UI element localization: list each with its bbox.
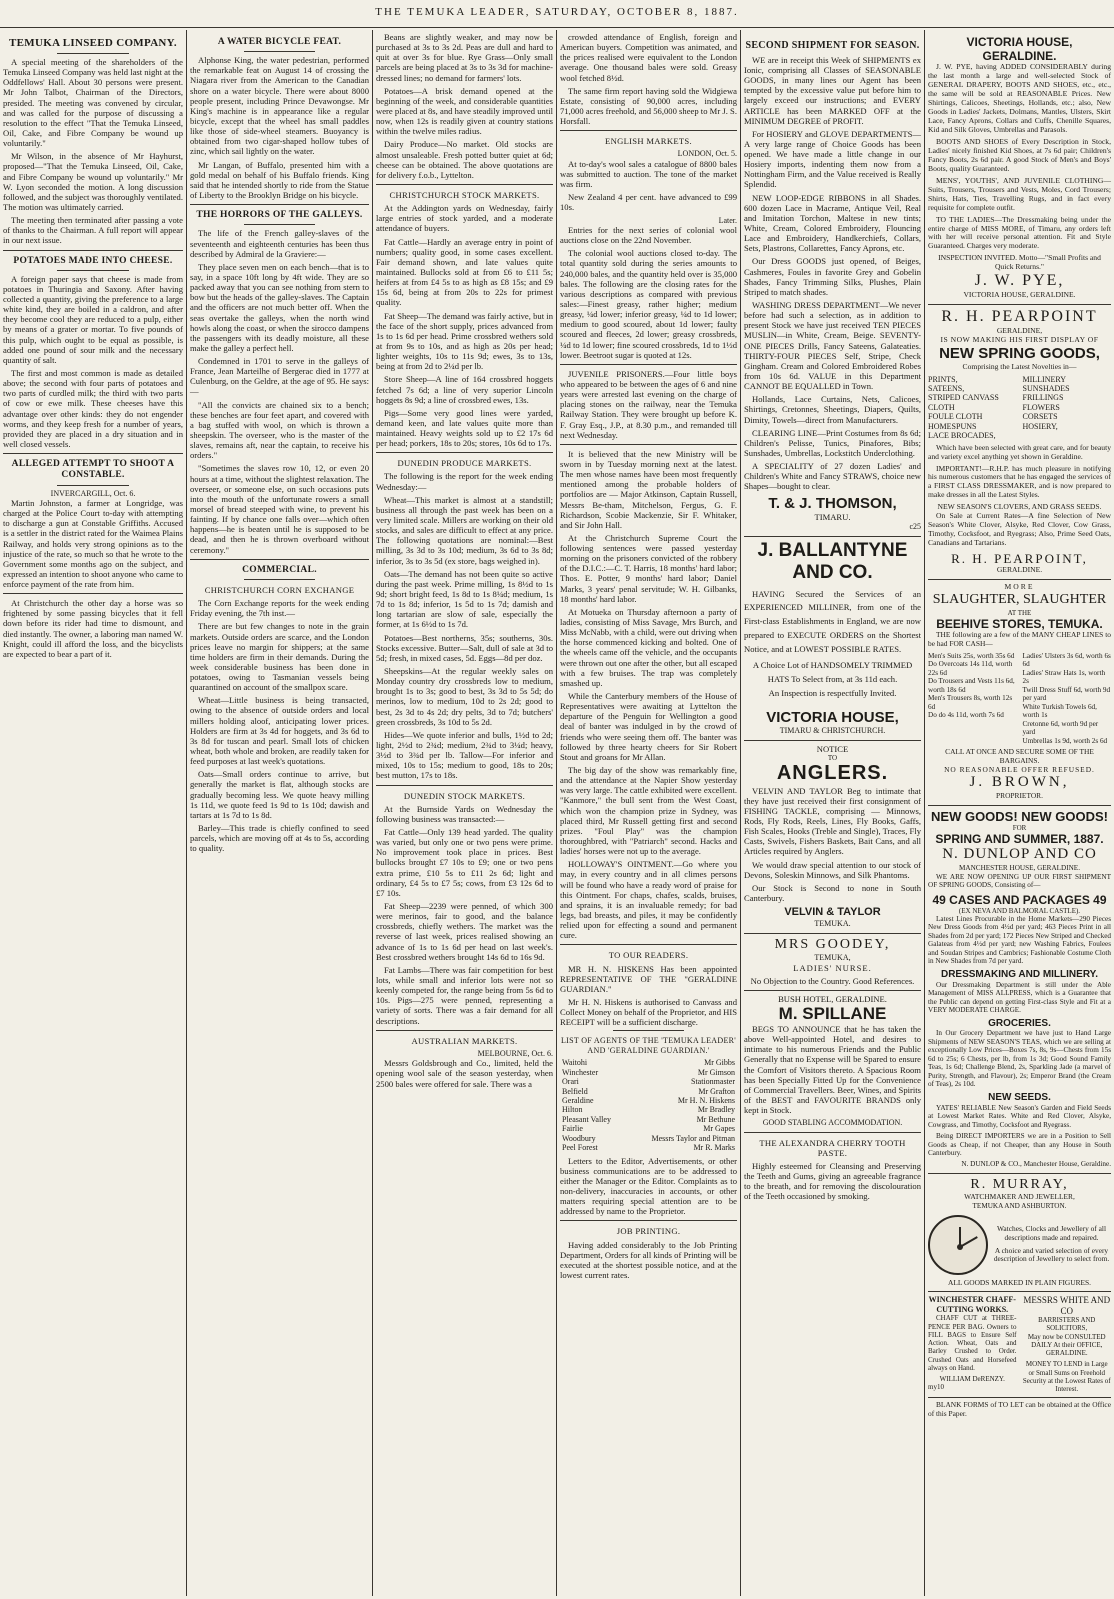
article-text: MR H. N. HISKENS Has been appointed REPRESENTATIVE OF THE "GERALDINE GUARDIAN." [560,963,737,994]
ad-text: VELVIN AND TAYLOR Beg to intimate that they have just received their first consignment of FISHING TACKLE, comprising — Minnows, Rods, Fly Rods, Reels, Lines, Fly Books, Gaffs, Fish Scales, Hooks (Treble and Single), Traces, Fly Casts, Swivels, Fishers Baskets, Bait Cans, and all Articles required by Anglers. [744,785,921,857]
ad-title: GROCERIES. [988,1017,1051,1029]
ad-text: HAVING Secured the Services of an EXPERIENCED MILLINER, from one of the First-class Establishments in England, we are now prepared to EXECUTE ORDERS on the Shortest Notice, and at LOWEST POSSIBLE RATES. [744,588,921,654]
ad-text: Hollands, Lace Curtains, Nets, Calicoes, Shirtings, Cretonnes, Sheetings, Diapers, Quilts, Dimity, Towels—direct from Manufacturers. [744,394,921,425]
agent-row [560,1058,737,1067]
price-item: Umbrellas 1s 9d, worth 2s 6d [1022,736,1108,745]
dateline: INVERCARGILL, Oct. 6. [50,488,136,498]
ad-text: CLEARING LINE—Print Costumes from 8s 6d; Children's Pelisse, Tunics, Pinafores, Bibs; Sunshades, Umbrellas, Lockstitch Underclothing. [744,427,921,458]
ad-town: GERALDINE, [996,325,1043,335]
price-item: Do Overcoats 14s 11d, worth 22s 6d [928,660,1013,677]
article-text: The colonial wool auctions closed to-day. The total quantity sold during the series amounts to 240,000 bales, and the quantity held over is 35,000 bales. The following are the closing rates for the various descriptions as compared with previous sales:—Finest greasy, rather higher; medium greasy, ¼d lower; inferior greasy, ¼d to 1d lower; medium to good scoured, about 1d lower; faulty scoured and fleeces, 2d lower; greasy crossbreds, ¼d to 1d lower; fine scoured crossbreds, 1d to 1½d lower. Beetroot sugar is quoted at 12s. [560,248,737,360]
ad-text: J. W. PYE, having ADDED CONSIDERABLY during the last month a large and well-selected Stock of GENERAL DRAPERY, BOOTS AND SHOES, etc., etc., the same will be sold at REASONABLE Prices. New Shirtings, Calicoes, Sheetings, Hollands, etc.; also, New Goods in Ladies' Jackets, Dolmans, Mantles, Ulsters, Skirt Lace, Fancy Aprons, Collars and Cuffs, Chenille Squares, Kid and Silk Gloves, Umbrellas and Parasols. [928,62,1111,134]
article-text: It is believed that the new Ministry will be sworn in by Tuesday morning next at the latest. The men whose names have been most frequently mentioned among the probable holders of portfolios are — Major Atkinson, Captain Russell, Messrs Be-tham, Mitchelson, Fergus, G. F. Richardson, Scobie Mackenzie, Sir F. Whitaker, and Sir John Hall. [560,448,737,530]
ad-title: THE ALEXANDRA CHERRY TOOTH PASTE. [759,1137,906,1158]
article-text: Condemned in 1701 to serve in the galleys of France, Jean Marteilhe of Bergerac died in 1777 at Culenburg, on the Geldre, at the age of 95. He says:— [190,356,369,397]
agent-row [560,1096,737,1105]
ad-text: Latest Lines Procurable in the Home Markets—290 Pieces New Dress Goods from 4½d per yard; 463 Pieces Print in all Shades from 2d per yard; 172 Pieces New Striped and Checked Galateas from 4½d per yard; new Washing Fabrics, Foulees and Soudan Stripes and Cambrics; Fashionable Costume Cloth in New Shades from 7d per yard. [928,914,1111,966]
ad-code: my10 [928,1383,944,1392]
agent-place: Pleasant Valley [562,1114,611,1124]
dateline: Later. [718,215,737,225]
ad-title: WINCHESTER CHAFF-CUTTING WORKS. [928,1295,1016,1314]
article-text: Store Sheep—A line of 164 crossbred hoggets fetched 7s 6d; a line of very superior Lincoln hoggets 8s 9d; a line of crossbred ewes, 13s. [376,374,553,405]
ad-text: BOOTS AND SHOES of Every Description in Stock, Ladies' nicely finished Kid Shoes, at 7s 6d pair; Children's Fancy Boots, 2s 6d pair. A good Stock of Men's and Boys' Boots, quality Guaranteed. [928,136,1111,173]
agent-place: Woodbury [562,1133,596,1143]
article-text: New Zealand 4 per cent. have advanced to £99 10s. [560,192,737,213]
ad-text: IMPORTANT!—R.H.P. has much pleasure in notifying his numerous customers that he has engaged the services of a FIRST CLASS DRESSMAKER, and is now prepared to make dresses in all the Latest Styles. [928,463,1111,500]
article-title: DUNEDIN PRODUCE MARKETS. [397,458,532,469]
article-text: The same firm report having sold the Widgiewa Estate, consisting of 90,000 acres, including 71,000 acres freehold, and 56,000 sheep to Mr J. S. Horsfall. [560,85,737,127]
price-item: Do Trousers and Vests 11s 6d, worth 18s 6d [928,677,1015,694]
ad-title: MRS GOODEY, [774,936,891,952]
goods-list [928,375,1017,441]
article-text: Dairy Produce—No market. Old stocks are almost unsaleable. Fresh potted butter quiet at 6d; cheese can be obtained. The above quotations are for delivery f.o.b., Lyttelton. [376,139,553,180]
article-text: There are but few changes to note in the grain markets. Outside orders are scarce, and the London prices leave no margin for shippers; at the same time holders are firm in their demands. During the week considerable business has been done in potatoes, owing to Tasmanian vessels being quarantined on account of the smallpox scare. [190,621,369,693]
ad-signature: WILLIAM DeRENZY. [939,1375,1005,1384]
article-text: Mr H. N. Hiskens is authorised to Canvass and Collect Money on behalf of the Proprietor, and HIS RECEIPT will be a sufficient discharge. [560,996,737,1028]
list-item: STRIPED CANVASS CLOTH [928,393,999,412]
ad-label: MORE [1004,582,1035,592]
ad-text: ALL GOODS MARKED IN PLAIN FIGURES. [947,1277,1092,1287]
ad-title: VICTORIA HOUSE, GERALDINE. [966,35,1073,64]
agent-place: Winchester [562,1067,599,1077]
article-text: "All the convicts are chained six to a bench; these benches are four feet apart, and covered with a bag stuffed with wool, on which is thrown a sheepskin. The overseer, who is the master of the slaves, remains aft, near the captain, to receive his orders." [190,399,369,461]
list-item: HOMESPUNS [928,421,977,431]
article-text: Oats—Small orders continue to arrive, but generally the market is flat, although stocks are gradually becoming less. We quote heavy milling 1s 11d, we quote feed 1s 9d to 1s 10d; dawish and tartars at 1s 7d to 1s 8d. [190,769,369,820]
ad-text: A SPECIALITY of 27 dozen Ladies' and Children's White and Fancy STRAWS, choice new Shapes—bought to clear. [744,461,921,492]
agent-name: Mr Bradley [697,1105,735,1115]
ad-chaff [928,1295,1017,1393]
agent-place: Waitohi [562,1058,588,1068]
article-title: POTATOES MADE INTO CHEESE. [13,255,173,266]
agent-place: Belfield [562,1086,588,1096]
article-text: "Sometimes the slaves row 10, 12, or even 20 hours at a time, without the slightest relaxation. The overseer, or someone else, on such occasions puts into the mouth of the unfortunate rowers a small morsel of bread steeped with wine, to prevent his fainting. If by chance one falls over—which often happens—he is beaten until he is supposed to be dead, and then he is thrown overboard without ceremony." [190,463,369,555]
agent-row [560,1134,737,1143]
column-6 [925,30,1114,1596]
ad-town: MANCHESTER HOUSE, GERALDINE. [959,864,1080,873]
ad-text: CALL AT ONCE AND SECURE SOME OF THE BARGAINS. [945,747,1094,765]
agent-row [560,1124,737,1133]
ad-text: WE are in receipt this Week of SHIPMENTS ex Ionic, comprising all Classes of SEASONABLE GOODS, in many lines our Agent has been tempted by the excessive value put before him to largely exceed our instructions; and EVERY ARTICLE has been MARKED OFF at the MINIMUM DEGREE of PROFIT. [744,54,921,126]
list-item: LACE BROCADES, [928,431,996,441]
ad-label: FOR [1012,823,1027,832]
ad-town: GERALDINE. [996,565,1043,575]
ad-role: LADIES' NURSE. [793,962,872,973]
ad-label: NOTICE [816,743,849,754]
agent-name: Messrs Taylor and Pitman [651,1133,735,1143]
ad-text: A Choice Lot of HANDSOMELY TRIMMED HATS To Select from, at 3s 11d each. [752,660,913,685]
agent-name: Mr Gapes [703,1124,735,1134]
ad-bush-hotel [744,991,921,1133]
ad-pearpoint [928,305,1111,580]
agent-row [560,1087,737,1096]
article-title: DUNEDIN STOCK MARKETS. [403,790,526,801]
ad-signature: J. W. PYE, [974,272,1065,290]
article-title: TEMUKA LINSEED COMPANY. [9,37,177,49]
list-item: HOSIERY, [1022,421,1058,431]
agents-table [560,1058,737,1152]
article-text: Letters to the Editor, Advertisements, or other business communications are to be addressed to either the Manager or the Editor. Complaints as to non-delivery, inaccuracies in accounts, or other matters requiring special attention are to be addressed by name to the Proprietor. [560,1155,737,1217]
ad-title: DRESSMAKING AND MILLINERY. [940,968,1099,980]
ad-title: SECOND SHIPMENT FOR SEASON. [745,40,920,51]
agent-place: Fairlie [562,1124,583,1134]
ad-text: On Sale at Current Rates—A fine Selection of New Season's White Clover, Alsyke, Red Clover, Cow Grass, Timothy, Cocksfoot, and Ryegrass; Also, Prime Seed Oats, Canadians and Tartarians. [928,511,1111,548]
price-item: Men's Trousers 8s, worth 12s 6d [928,694,1013,711]
column-2 [187,30,372,1596]
article-text: At the Burnside Yards on Wednesday the following business was transacted:— [376,803,553,824]
ad-title: J. BALLANTYNE AND CO. [757,539,908,583]
price-item: Ladies' Ulsters 3s 6d, worth 6s 6d [1022,651,1111,669]
ad-town: TEMUKA, [814,953,851,963]
article-title: AUSTRALIAN MARKETS. [411,1035,518,1046]
article-text: At Christchurch the other day a horse was so frightened by some passing bicycles that it fell down before its rider had time to dismount, and died instantly. The owner, a laboring man named W. Knight, could ill afford the loss, and the bicyclists are expected to bear a part of it. [3,598,183,659]
ad-title: NEW GOODS! NEW GOODS! [931,808,1108,824]
article-text: Hides—We quote inferior and bulls, 1½d to 2d; light, 2½d to 2¾d; medium, 2¾d to 3¼d; heavy, 3½d to 3¾d per lb. Tallow—For inferior and mixed, 10s to 15s; medium to good, 18s to 20s; best mutton, 17s to 18s. [376,729,553,781]
article-text: At Motueka on Thursday afternoon a party of ladies, consisting of Miss Savage, Mrs Burch, and Miss McNabb, with a child, were out driving when the horse commenced kicking and bolted. One of the wheels came off the vehicle, and the occupants were thrown out one after the other, but all escaped with a few bruises. The trap was completely smashed up. [560,606,737,688]
article-text: At the Christchurch Supreme Court the following sentences were passed yesterday morning on the prisoners convicted of the robbery of the D.I.C.:—C. T. Harris, 18 months' hard labor; Thos. E. Potter, 9 months' hard labor; Daniel Marks, 3 years' penal servitude; W. H. Gilbanks, 18 months' hard labor. [560,532,737,604]
article-title: ALLEGED ATTEMPT TO SHOOT A CONSTABLE. [11,459,175,481]
agent-name: Mr Gimson [697,1067,735,1077]
article-text: Entries for the next series of colonial wool auctions close on the 22nd November. [560,224,737,246]
price-item: Cretonne 6d, worth 9d per yard [1022,719,1099,737]
ad-signature: VELVIN & TAYLOR [784,906,881,919]
article-text: Sheepskins—At the regular weekly sales on Monday country dry crossbreds low to medium, brought 1s to 3s; good to best, 3s 3d to 5s 5d; do merinos, low to medium, 10d to 2s 2d; good to best, 2s 3d to 4s 2d; dry pelts, 3d to 7d; butchers' green crossbreds, 3s 10d to 5s 2d. [376,666,553,727]
ad-anglers [744,741,921,934]
ad-text: Our Dressmaking Department is still under the Able Management of MISS ALLPRESS, which is a Guarantee that the Public can depend on getting First-class Style and Fit at a VERY MODERATE CHARGE. [928,980,1111,1015]
article-text: Alphonse King, the water pedestrian, performed the remarkable feat on August 14 of crossing the Niagara river from the American to the Canadian shore on a water bicycle. There were about 8000 people present, including Prince Devawongse. Mr King's machine is in appearance like a regular bicycle, except that the wheel has small paddles like those of side-wheel steamers. Buoyancy is obtained from two cigar-shaped hollow tubes of zinc, which sail lightly on the water. [190,55,369,157]
ad-text: (EX NEVA AND BALMORAL CASTLE). [958,906,1081,915]
ad-town: TIMARU. [814,512,851,523]
article-text: The meeting then terminated after passing a vote of thanks to the Chairman. A full report will appear in our next issue. [3,215,183,246]
ad-label: AT THE [1007,608,1032,617]
ad-label: TO [827,753,838,762]
dateline: MELBOURNE, Oct. 6. [477,1048,553,1058]
article-text: Messrs Goldsbrough and Co., limited, held the opening wool sale of the season yesterday, when 2500 bales were offered for sale. There was a [376,1058,553,1089]
article-text: The Corn Exchange reports for the week ending Friday evening, the 7th inst.— [190,598,369,619]
article-title: LIST OF AGENTS OF THE 'TEMUKA LEADER' AND 'GERALDINE GUARDIAN.' [560,1036,737,1055]
ad-text: GOOD STABLING ACCOMMODATION. [762,1118,903,1128]
agent-name: Mr H. N. Hiskens [677,1096,735,1106]
ad-title: SPRING AND SUMMER, 1887. [935,832,1104,847]
article-text: Martin Johnston, a farmer at Longridge, was charged at the Police Court to-day with attempting to discharge a gun at Constable Griffiths. Accused is a settler in the district rated for the Waimea Plains Railway, and holds very strong opinions as to the injustice of the rate, so much so that he wrote to the Government some months ago on the subject, and expressed an intention to shoot anyone who came to enforce payment of the rate from him. [3,497,183,590]
dateline: LONDON, Oct. 5. [677,149,737,159]
agent-name: Mr Gibbs [704,1058,735,1068]
ad-text: IS NOW MAKING HIS FIRST DISPLAY OF [940,334,1099,344]
ad-code: c25 [909,522,921,532]
ad-town: VICTORIA HOUSE, GERALDINE. [963,290,1076,300]
agent-row [560,1077,737,1086]
ad-ballantyne [744,537,921,741]
article-text: Fat Cattle—Only 139 head yarded. The quality was varied, but only one or two pens were prime. No improvement took place in prices. Best bullocks brought £7 10s to £9; one or two pens extra prime, £10 5s to £11 2s 6d; light and ordinary, £4 5s to £7 5s; cows, from £3 12s 6d to £7 10s. [376,826,553,898]
list-item: SUNSHADES [1022,383,1070,393]
ad-role: BARRISTERS AND SOLICITORS, [1038,1316,1096,1332]
ad-text: We would draw special attention to our stock of Devons, Soleskin Minnows, and Silk Phantoms. [744,859,921,880]
list-item: SATEENS, [928,383,965,393]
article-text: At to-day's wool sales a catalogue of 8800 bales was submitted to auction. The tone of the market was firm. [560,158,737,190]
article-text: Oats—The demand has not been quite so active during the past week. Prime milling, 1s 8½d to 1s 9d; short bright feed, 1s 8d to 1s 8¼d; medium, 1s 7d to 1s 8d; inferior, 1s 5d to 1s 7d; damish and long tartarian are slow of sale, especially the former, at 1s 6½d to 1s 7d. [376,568,553,630]
article-text: The big day of the show was remarkably fine, and the attendance at the Napier Show yesterday was very large. The cattle exhibited were excellent. "Kanmore," the bull sent from the West Coast, which won the champion prize in Sydney, was placed third, Mr Russell getting first and second prizes. "Foul Play" was the champion thoroughbred, with "Patriarch" second. Hacks and ladies' horses were not up to the average. [560,765,737,857]
column-5 [741,30,924,1596]
agent-row [560,1115,737,1124]
ad-town: TIMARU & CHRISTCHURCH. [779,726,886,736]
ad-title: VICTORIA HOUSE, [766,708,899,726]
ad-text: Watches, Clocks and Jewellery of all descriptions made and repaired. [997,1224,1106,1242]
ad-title: NEW SPRING GOODS, [939,344,1100,362]
clock-center [957,1244,963,1250]
article-text: They place seven men on each bench—that is to say, in a space 10ft long by 4ft wide. They are so packed away that you can see nothing from stern to bow but the heads of the galley-slaves. The Captain and the officers are not much better off. When the seas overtake the galleys, when the north wind howls along the coast, or when the sirocco dampens the passengers with its deadly moisture, all these make the galley a perfect hell. [190,261,369,353]
clock-icon [928,1215,988,1275]
list-item: MILLINERY [1022,374,1067,384]
ad-signature: J. BROWN, [969,774,1070,791]
article-text: Mr Langan, of Buffalo, presented him with a gold medal on behalf of his Buffalo friends. King said that he intended shortly to ride from the Statue of Liberty to the Brooklyn Bridge on his bicycle. [190,159,369,201]
ad-text: MENS', YOUTHS', AND JUVENILE CLOTHING—Suits, Trousers, Trousers and Vests, Moles, Cord Trousers; Shirts, Hats, Ties, Travelling Rugs, and in fact every requisite for complete outfit. [928,175,1111,212]
ad-title: T. & J. THOMSON, [768,494,897,512]
article-text: Having added considerably to the Job Printing Department, Orders for all kinds of Printing will be executed at the shortest possible notice, and at the lowest current rates. [560,1239,737,1281]
price-item: Do do 4s 11d, worth 7s 6d [928,711,1004,720]
ad-title: ANGLERS. [776,762,889,785]
article-title: JOB PRINTING. [616,1226,681,1237]
price-item: Men's Suits 25s, worth 35s 6d [928,651,1015,660]
ad-second-shipment [744,32,921,537]
article-text: A special meeting of the shareholders of the Temuka Linseed Company was held last night at the Oddfellows' Hall. About 30 persons were present. Mr John Talbot, Chairman of the Directors, presided. The meeting was convened by circular, and was called for the purpose of discussing a resolution to the effect "That the Temuka Linseed, Oil, Cake, and Fibre Company be wound up voluntarily." [3,56,183,149]
ad-text: NEW LOOP-EDGE RIBBONS in all Shades. 600 dozen Lace in Macrame, Antique Veil, Real and Imitation Torchon, Maltese in new tints; White, Cream, Colored Embroidery, Flouncing Lace and Embroidery, Handkerchiefs, Collars, Sets, Plastrons, Collarettes, Fancy Aprons, etc. [744,192,921,254]
article-text: The life of the French galley-slaves of the seventeenth and eighteenth centuries has been thus described by Admiral de la Graviere:— [190,228,369,259]
column-4 [557,30,740,1596]
ad-title: BEEHIVE STORES, TEMUKA. [936,617,1103,632]
ad-text: CHAFF CUT at THREE-PENCE PER BAG. Owners to FILL BAGS to Ensure Self Action. Wheat, Oats and Barley Crushed to Order. Crushed Oats and Horsefeed always on Hand. [928,1314,1017,1372]
ad-title: NEW SEEDS. [988,1091,1051,1103]
ad-text: For HOSIERY and GLOVE DEPARTMENTS—A very large range of Choice Goods has been opened. We have made a little change in our Hosiery imports, indenting them now from a Nottingham Firm, and the Value received is Really Splendid. [744,128,921,190]
list-item: FOULE CLOTH [928,412,983,422]
ad-text: WASHING DRESS DEPARTMENT—We never before had such a selection, as in addition to present Stock we have just received TEN PIECES MUSLIN—in White, Cream, Beige. SEVENTY-ONE PIECES Drills, Fancy Sateens, Galateaties. THIRTY-FOUR PIECES Self, Stripe, Check Gingham. Cream and Colored Embroidered Robes from 10s 6d. VALUE in this Department CANNOT BE EQUALLED in Town. [744,300,921,392]
ad-text: TO THE LADIES—The Dressmaking being under the entire charge of MISS MORE, of Timaru, any orders left with her will receive personal attention. Fit and Style Guaranteed. Charges very moderate. [928,214,1111,251]
article-text: The following is the report for the week ending Wednesday:— [376,471,553,492]
ad-text: NO REASONABLE OFFER REFUSED. [944,764,1095,774]
ad-text: BEGS TO ANNOUNCE that he has taken the above Well-appointed Hotel, and desires to intimate to his numerous Friends and the Public Generally that no Expense will be Spared to ensure the Comfort of Visitors thereto. A Spacious Room has been Specially Fitted Up for the Convenience of Commercial Travellers. Beer, Wines, and Spirits of the BEST and FAVOURITE BRANDS only kept in Stock. [744,1024,921,1116]
list-item: PRINTS, [928,374,958,384]
price-list [928,652,1017,745]
article-title: CHRISTCHURCH CORN EXCHANGE [204,584,355,595]
ad-text: In Our Grocery Department we have just to Hand Large Shipments of NEW SEASON'S TEAS, which we are selling at exceptionally Low Prices—Boxes 7s, 8s, 9s—Chests from 15s 6d to 25s; 6 Chests, per lb, from 1s 3d; Good Sound Family Teas, 1s 6d; Challenge Blend, 2s, Sparkling Jade (a marvel of Purity, Strength, and Flavour), 2s; Emperor Brand (the Cream of Teas), 2s 10d. [928,1029,1111,1089]
ad-title: SLAUGHTER, SLAUGHTER [932,592,1107,608]
goods-list [1023,375,1112,441]
ad-goodey [744,934,921,991]
article-text: JUVENILE PRISONERS.—Four little boys who appeared to be between the ages of 6 and nine years were arrested last evening on the charge of placing stones on the railway, near the Temuka Railway Station. They were brought up before K. F. Gray Esq., J.P., at 8.30 p.m., and remanded till next Wednesday. [560,368,737,440]
ad-text: WE ARE NOW OPENING UP OUR FIRST SHIPMENT OF SPRING GOODS, Consisting of— [928,872,1111,890]
ad-text: THE following are a few of the MANY CHEAP LINES to be had FOR CASH— [928,630,1111,648]
agent-row [560,1105,737,1114]
ad-title: R. MURRAY, [970,1176,1069,1192]
article-text: crowded attendance of English, foreign and American buyers. Competition was animated, and the prices realised were equivalent to the London average. One thousand bales were sold. Greasy wool fetched 8½d. [560,32,737,83]
article-title: ENGLISH MARKETS. [605,136,692,147]
article-text: A foreign paper says that cheese is made from potatoes in Thuringia and Saxony. After having collected a quantity, giving the preference to a large white kind, they are boiled in a caldron, and after they become cool they are reduced to a pulp, either by means of a grater or mortar. To five pounds of this pulp, which ought to be equal as possible, is added one pound of sour milk and the necessary quantity of salt. [3,273,183,365]
ad-title: M. SPILLANE [778,1003,887,1023]
article-text: Pigs—Some very good lines were yarded, demand keen, and late values quite more than maintained. Heavy weights sold up to £2 17s 6d per head; porkers, 18s to 20s; stores, 10s 6d to 17s. [376,407,553,449]
ad-text: No Objection to the Country. Good References. [750,975,915,986]
price-list [1023,652,1112,745]
article-text: Potatoes—Best northerns, 35s; southerns, 30s. Stocks excessive. Butter—Salt, dull of sale at 3d to 5d; fresh, in mixed cases, 5d. Eggs—8d per doz. [376,632,553,663]
article-title: CHRISTCHURCH STOCK MARKETS. [389,189,540,200]
list-item: CORSETS [1022,412,1058,422]
article-text: Fat Cattle—Hardly an average entry in point of numbers; quality good, in some cases excellent. Fair demand shown, and late values quite maintained. Bullocks sold at from £6 to £11 5s; heifers at from £4 5s to as high as £8 15s; and £9 15s 6d, being at from 20s to 22s for primest quality. [376,236,553,308]
agent-name: Stationmaster [691,1077,735,1087]
ad-text: Being DIRECT IMPORTERS we are in a Position to Sell Goods as Cheap, if not Cheaper, than any House in South Canterbury. [928,1132,1111,1157]
article-text: While the Canterbury members of the House of Representatives were awaiting at Lyttelton the departure of the Penguin for Wellington a good deal of banter was indulged in by the crowd of friends who were seeing them off. The banter was followed by three hearty cheers for Sir Robert Stout and groans for Mr Allan. [560,691,737,762]
ad-title: N. DUNLOP AND CO [942,846,1097,863]
article-title: A WATER BICYCLE FEAT. [217,37,342,47]
agent-place: Orari [562,1077,579,1087]
column-3 [373,30,556,1596]
article-text: Fat Lambs—There was fair competition for best lots, while small and inferior lots were not so keenly competed for, the range being from 5s 6d to 10s. Pigs—275 were penned, representing a variety of sorts. There was a fair demand for all descriptions. [376,964,553,1026]
ad-title: R. H. PEARPOINT [941,308,1098,326]
agent-row [560,1143,737,1152]
ad-signature: N. DUNLOP & CO., Manchester House, Geraldine. [961,1160,1111,1169]
article-text: Wheat—This market is almost at a standstill; business all through the past week has been on a very limited scale. Millers are working on their old stocks, and sales are difficult to effect at any price. The following quotations are nominal:—Best milling, 3s 3d to 3s 10d; medium, 3s 6d to 3s 8d; inferior, 3s to 3s 5d (ex store, bags weighed in). [376,494,553,566]
ad-role: PROPRIETOR. [996,790,1043,800]
ad-dunlop [928,806,1111,1174]
list-item: FLOWERS [1022,402,1060,412]
ad-murray [928,1174,1111,1292]
ad-text: MONEY TO LEND in Large or Small Sums on Freehold Security at the Lowest Rates of Interest. [1022,1360,1111,1394]
price-item: Twill Dress Stuff 6d, worth 9d per yard [1022,685,1111,703]
ad-text: Comprising the Latest Novelties in— [962,361,1077,371]
ad-title: 49 CASES AND PACKAGES 49 [932,892,1107,907]
ad-text: May now be CONSULTED DAILY At their OFFICE, GERALDINE. [1027,1332,1106,1358]
agent-name: Mr R. Marks [693,1143,735,1153]
ad-alexandra [744,1138,921,1202]
article-title: THE HORRORS OF THE GALLEYS. [196,210,363,221]
ad-text: BLANK FORMS of TO LET can be obtained at the Office of this Paper. [928,1400,1111,1419]
list-item: FRILLINGS [1022,393,1064,403]
ad-white-and-co [1023,1295,1112,1393]
article-text: Beans are slightly weaker, and may now be purchased at 3s to 3s 2d. Peas are dull and hard to quit at over 3s for blue. Rye Grass—Only small parcels are being placed at 3s to 3s 3d for machine-dressed lines; no demand for farmers' lots. [376,32,553,83]
section-title: COMMERCIAL. [242,564,317,575]
ad-town: TEMUKA AND ASHBURTON. [972,1202,1067,1211]
ad-victoria-house [928,32,1111,305]
agent-row [560,1068,737,1077]
masthead: THE TEMUKA LEADER, SATURDAY, OCTOBER 8, 1887. [0,0,1114,28]
agent-place: Peel Forest [562,1143,598,1153]
article-text: Barley—This trade is chiefly confined to seed parcels, which are moving off at 4s to 5s, according to quality. [190,823,369,854]
ad-text: NEW SEASON'S CLOVERS, AND GRASS SEEDS. [937,502,1102,512]
agent-name: Mr Bethune [696,1114,735,1124]
ad-signature: R. H. PEARPOINT, [951,551,1088,567]
ad-text: Our Stock is Second to none in South Canterbury. [744,882,921,904]
ad-beehive [928,580,1111,805]
column-1 [0,30,186,1596]
article-text: Fat Sheep—The demand was fairly active, but in the face of the short supply, prices advanced from 1s to 1s 6d per head. Prime crossbred wethers sold at from 9s to 10s, and as high as 20s per head; lighter weights, 10s to 11s 9d; ewes, 3s to 13s, being at from 2d to 2¼d per lb. [376,310,553,372]
agent-place: Hilton [562,1105,583,1115]
article-text: Potatoes—A brisk demand opened at the beginning of the week, and considerable quantities were placed at 8s, and have steadily improved until now, when 12s is readily given at country stations within the twelve miles radius. [376,85,553,137]
ad-text: YATES' RELIABLE New Season's Garden and Field Seeds at Lowest Market Rates. White and Red Clover, Alsyke, Cowgrass, and Timothy, Cocksfoot and Ryegrass. [928,1103,1111,1129]
ad-role: WATCHMAKER AND JEWELLER, [964,1192,1075,1202]
article-title: TO OUR READERS. [608,950,689,961]
ad-text: Which have been selected with great care, and for beauty and variety excel anything yet shown in Geraldine. [928,442,1111,461]
price-item: Ladies' Straw Hats 1s, worth 2s [1022,668,1106,686]
article-text: At the Addington yards on Wednesday, fairly large entries of stock yarded, and a moderate attendance of buyers. [376,203,553,234]
ad-text: A choice and varied selection of every description of Jewellery to select from. [993,1245,1110,1264]
ad-text: Our Dress GOODS just opened, of Beiges, Cashmeres, Foules in favorite Grey and Gobelin Shades, Fancy Trimming Silks, Plushes, Plain Striped to match shades. [744,256,921,297]
article-text: Wheat—Little business is being transacted, owing to the absence of outside orders and local millers holding aloof, anticipating lower prices. Holders are firm at 3s 4d for hoggets, and 3s 6d to 3s 8d for tuscan and pearl. Small lots of chicken wheat, both whole and broken, are readily taken for feed purposes at last week's quotations. [190,695,369,767]
article-text: HOLLOWAY'S OINTMENT.—Go where you may, in every country and in all climes persons will be found who have a ready word of praise for this Ointment. For chaps, chafes, scalds, bruises, and sprains, it is an invaluable remedy; for bad legs, bad breasts, and piles, it may be confidently relied upon for effecting a sound and permanent cure. [560,859,737,941]
price-item: White Turkish Towels 6d, worth 1s [1022,702,1097,720]
article-text: The first and most common is made as detailed above; the second with four parts of potatoes and two parts of curdled milk; the third with two parts of cow or ewe milk. These cheeses have this advantage over other kinds: they do not engender worms, and they keep fresh for a number of years, provided they are placed in a dry situation and in well closed vessels. [3,367,183,449]
agent-place: Geraldine [562,1096,594,1106]
ad-text: INSPECTION INVITED. Motto—"Small Profits and Quick Returns." [938,253,1101,272]
ad-label: BUSH HOTEL, GERALDINE. [778,993,887,1004]
article-text: Fat Sheep—2239 were penned, of which 300 were merinos, fair to good, and the balance crossbreds, chiefly wethers. The market was the reverse of last week, prices realised showing an advance of 1s to 1s 6d per head on last week's. Best crossbred wethers brought 14s 6d to 16s 9d. [376,900,553,962]
ad-text: Highly esteemed for Cleansing and Preserving the Teeth and Gums, giving an agreeable fragrance to the breath, and for removing the discolouration of the Teeth occasioned by smoking. [744,1160,921,1202]
ad-town: TEMUKA. [814,919,851,929]
ad-text: An Inspection is respectfully Invited. [768,687,897,698]
ad-title: MESSRS WHITE AND CO [1023,1295,1111,1317]
article-text: Mr Wilson, in the absence of Mr Hayhurst, proposed—"That the Temuka Linseed, Oil, Cake, and Fibre Company be wound up voluntarily." Mr W. Lyon seconded the motion. A long discussion followed, and the subject was thoroughly ventilated. The motion was ultimately carried. [3,151,183,212]
agent-name: Mr Grafton [698,1086,735,1096]
